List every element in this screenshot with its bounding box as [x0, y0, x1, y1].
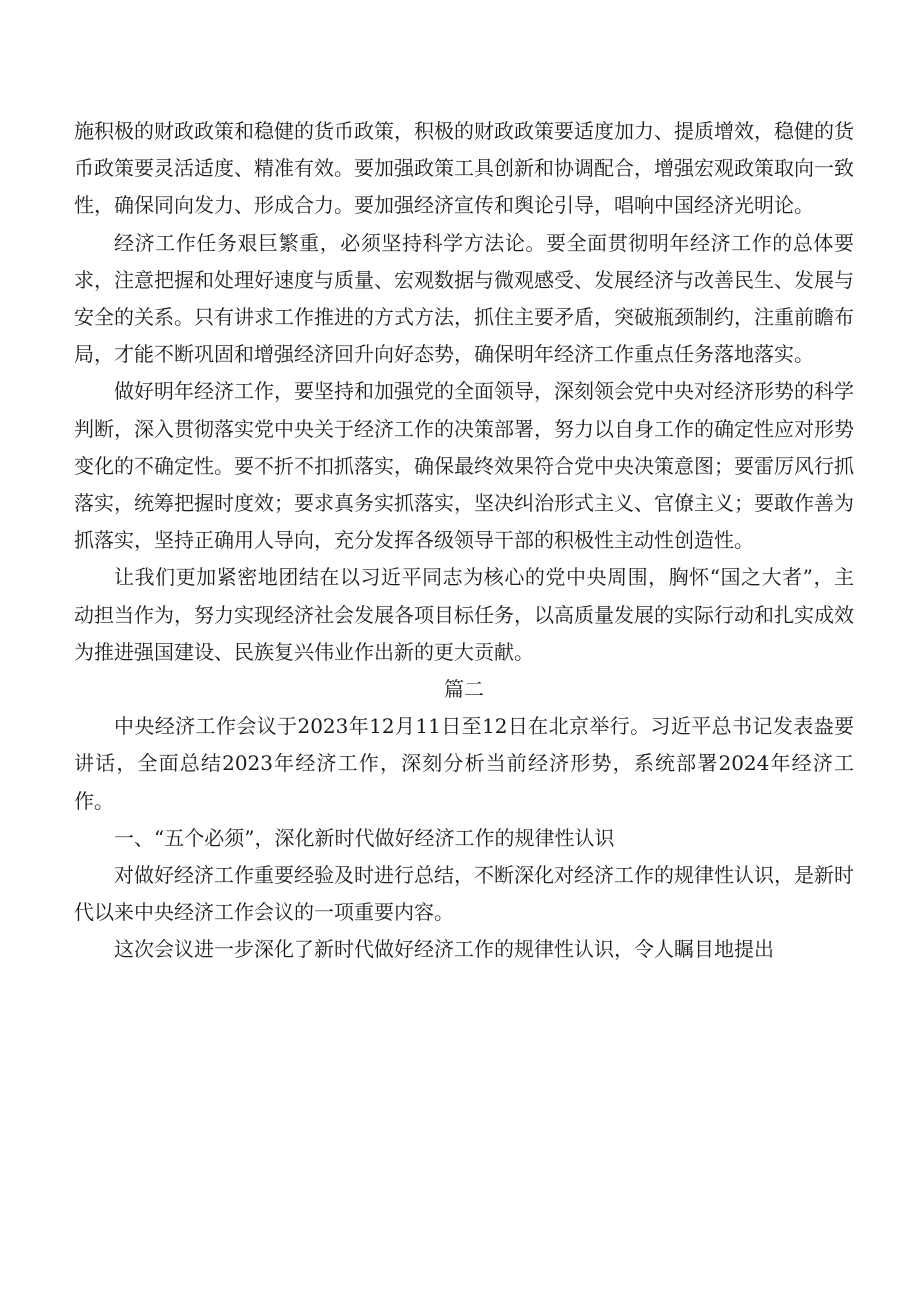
- document-body: [74, 113, 854, 969]
- paragraph-p5: 中央经济工作会议于2023年12月11日至12日在北京举行。习近平总书记发表盎要讲话，全面总结2023年经济工作，深刻分析当前经济形势，系统部署2024年经济工作。: [74, 714, 854, 813]
- paragraph-p6: 一、“五个必须”，深化新时代做好经济工作的规律性认识: [114, 825, 615, 850]
- paragraph-p3: 做好明年经济工作，要坚持和加强党的全面领导，深刻领会党中央对经济形势的科学判断，深入贯彻落实党中央关于经济工作的决策部署，努力以自身工作的确定性应对形势变化的不确定性。要不折不扣抓落实，确保最终效果符合党中央决策意图；要雷厉风行抓落实，统筹把握时度效；要求真务实抓落实，坚决纠治形式主义、官僚主义；要敢作善为抓落实，坚持正确用人导向，充分发挥各级领导干部的积极性主动性创造性。: [74, 379, 854, 553]
- paragraph-p8: 这次会议进一步深化了新时代做好经济工作的规律性认识，令人瞩目地提出: [114, 937, 774, 962]
- paragraph-p1: 施积极的财政政策和稳健的货币政策，积极的财政政策要适度加力、提质增效，稳健的货币政策要灵活适度、精准有效。要加强政策工具创新和协调配合，增强宏观政策取向一致性，确保同向发力、形成合力。要加强经济宣传和舆论引导，唱响中国经济光明论。: [74, 119, 854, 218]
- paragraph-p7: 对做好经济工作重要经验及时进行总结，不断深化对经济工作的规律性认识，是新时代以来中央经济工作会议的一项重要内容。: [74, 863, 854, 925]
- paragraph-p2: 经济工作任务艰巨繁重，必须坚持科学方法论。要全面贯彻明年经济工作的总体要求，注意把握和处理好速度与质量、宏观数据与微观感受、发展经济与改善民生、发展与安全的关系。只有讲求工作推进的方式方法，抓住主要矛盾，突破瓶颈制约，注重前瞻布局，才能不断巩固和增强经济回升向好态势，确保明年经济工作重点任务落地落实。: [74, 230, 854, 367]
- section-title: 篇二: [444, 677, 484, 702]
- paragraph-p4: 让我们更加紧密地团结在以习近平同志为核心的党中央周围，胸怀“国之大者”，主动担当作为，努力实现经济社会发展各项目标任务，以高质量发展的实际行动和扎实成效为推进强国建设、民族复兴伟业作出新的更大贡献。: [74, 565, 854, 664]
